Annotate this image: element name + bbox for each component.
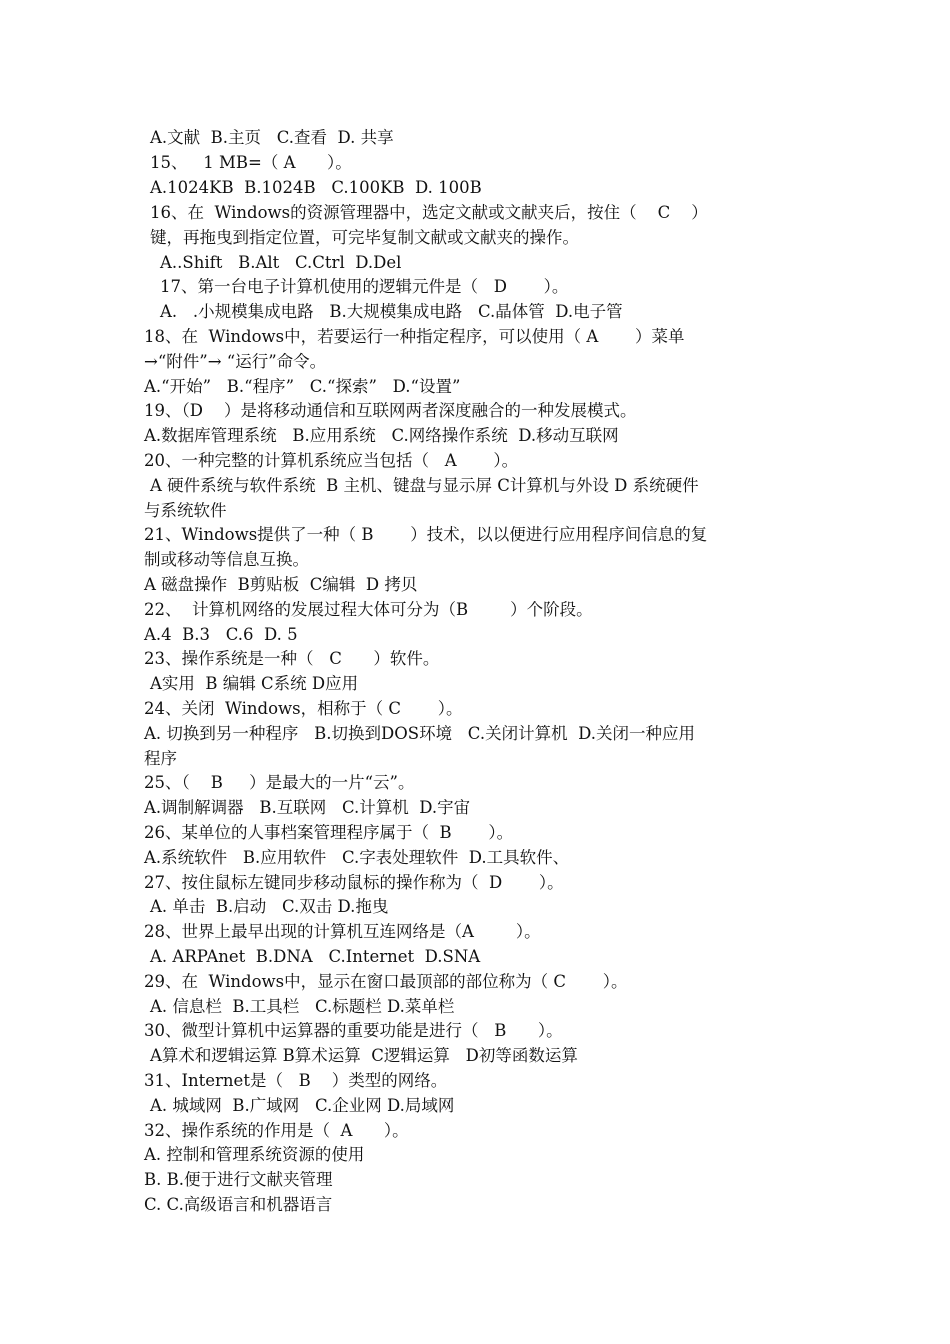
text-line: A..Shift B.Alt C.Ctrl D.Del [160, 253, 402, 272]
text-line: 26、某单位的人事档案管理程序属于（ B ）。 [144, 823, 514, 842]
text-line: A. 信息栏 B.工具栏 C.标题栏 D.菜单栏 [150, 997, 455, 1016]
text-line: 22、 计算机网络的发展过程大体可分为（B ）个阶段。 [144, 600, 593, 619]
text-line: A.调制解调器 B.互联网 C.计算机 D.宇宙 [144, 798, 471, 817]
text-line: 程序 [144, 749, 177, 768]
text-line: A实用 B 编辑 C系统 D应用 [150, 674, 359, 693]
text-line: B. B.便于进行文献夹管理 [144, 1170, 333, 1189]
text-line: A. 单击 B.启动 C.双击 D.拖曳 [150, 897, 389, 916]
text-line: 15、 1 MB=（ A ）。 [150, 153, 352, 172]
text-line: A 硬件系统与软件系统 B 主机、键盘与显示屏 C计算机与外设 D 系统硬件 [150, 476, 699, 495]
text-line: 24、关闭 Windows，相称于（ C ）。 [144, 699, 463, 718]
text-line: 18、在 Windows中，若要运行一种指定程序，可以使用（ A ）菜单 [144, 327, 685, 346]
text-line: 29、在 Windows中，显示在窗口最顶部的部位称为（ C ）。 [144, 972, 628, 991]
text-line: 27、按住鼠标左键同步移动鼠标的操作称为（ D ）。 [144, 873, 564, 892]
text-line: 键，再拖曳到指定位置，可完毕复制文献或文献夹的操作。 [150, 228, 579, 247]
text-line: A. .小规模集成电路 B.大规模集成电路 C.晶体管 D.电子管 [160, 302, 623, 321]
text-line: 30、微型计算机中运算器的重要功能是进行（ B ）。 [144, 1021, 563, 1040]
text-line: C. C.高级语言和机器语言 [144, 1195, 333, 1214]
text-line: 20、一种完整的计算机系统应当包括（ A ）。 [144, 451, 519, 470]
text-line: 25、（ B ）是最大的一片“云”。 [144, 773, 415, 792]
text-line: 23、操作系统是一种（ C ）软件。 [144, 649, 440, 668]
text-line: A. ARPAnet B.DNA C.Internet D.SNA [150, 947, 481, 966]
text-line: A.数据库管理系统 B.应用系统 C.网络操作系统 D.移动互联网 [144, 426, 619, 445]
text-line: A.4 B.3 C.6 D. 5 [144, 625, 298, 644]
text-line: A. 城域网 B.广域网 C.企业网 D.局域网 [150, 1096, 455, 1115]
text-line: 制或移动等信息互换。 [144, 550, 309, 569]
text-line: A.文献 B.主页 C.查看 D. 共享 [150, 128, 394, 147]
text-line: →“附件”→ “运行”命令。 [144, 352, 327, 371]
text-line: A. 控制和管理系统资源的使用 [144, 1145, 365, 1164]
text-line: 28、世界上最早出现的计算机互连网络是（A ）。 [144, 922, 541, 941]
text-line: A.系统软件 B.应用软件 C.字表处理软件 D.工具软件、 [144, 848, 570, 867]
text-line: A.1024KB B.1024B C.100KB D. 100B [150, 178, 482, 197]
text-line: A 磁盘操作 B剪贴板 C编辑 D 拷贝 [144, 575, 418, 594]
text-line: A. 切换到另一种程序 B.切换到DOS环境 C.关闭计算机 D.关闭一种应用 [144, 724, 695, 743]
text-line: 16、在 Windows的资源管理器中，选定文献或文献夹后，按住（ C ） [150, 203, 708, 222]
text-line: A算术和逻辑运算 B算术运算 C逻辑运算 D初等函数运算 [150, 1046, 578, 1065]
text-line: 与系统软件 [144, 501, 227, 520]
text-line: 31、Internet是（ B ）类型的网络。 [144, 1071, 448, 1090]
text-line: 19、（D ）是将移动通信和互联网两者深度融合的一种发展模式。 [144, 401, 637, 420]
text-line: A.“开始” B.“程序” C.“探索” D.“设置” [144, 377, 461, 396]
text-line: 32、操作系统的作用是（ A ）。 [144, 1121, 409, 1140]
text-line: 21、Windows提供了一种（ B ）技术，以以便进行应用程序间信息的复 [144, 525, 708, 544]
text-line: 17、第一台电子计算机使用的逻辑元件是（ D ）。 [160, 277, 569, 296]
